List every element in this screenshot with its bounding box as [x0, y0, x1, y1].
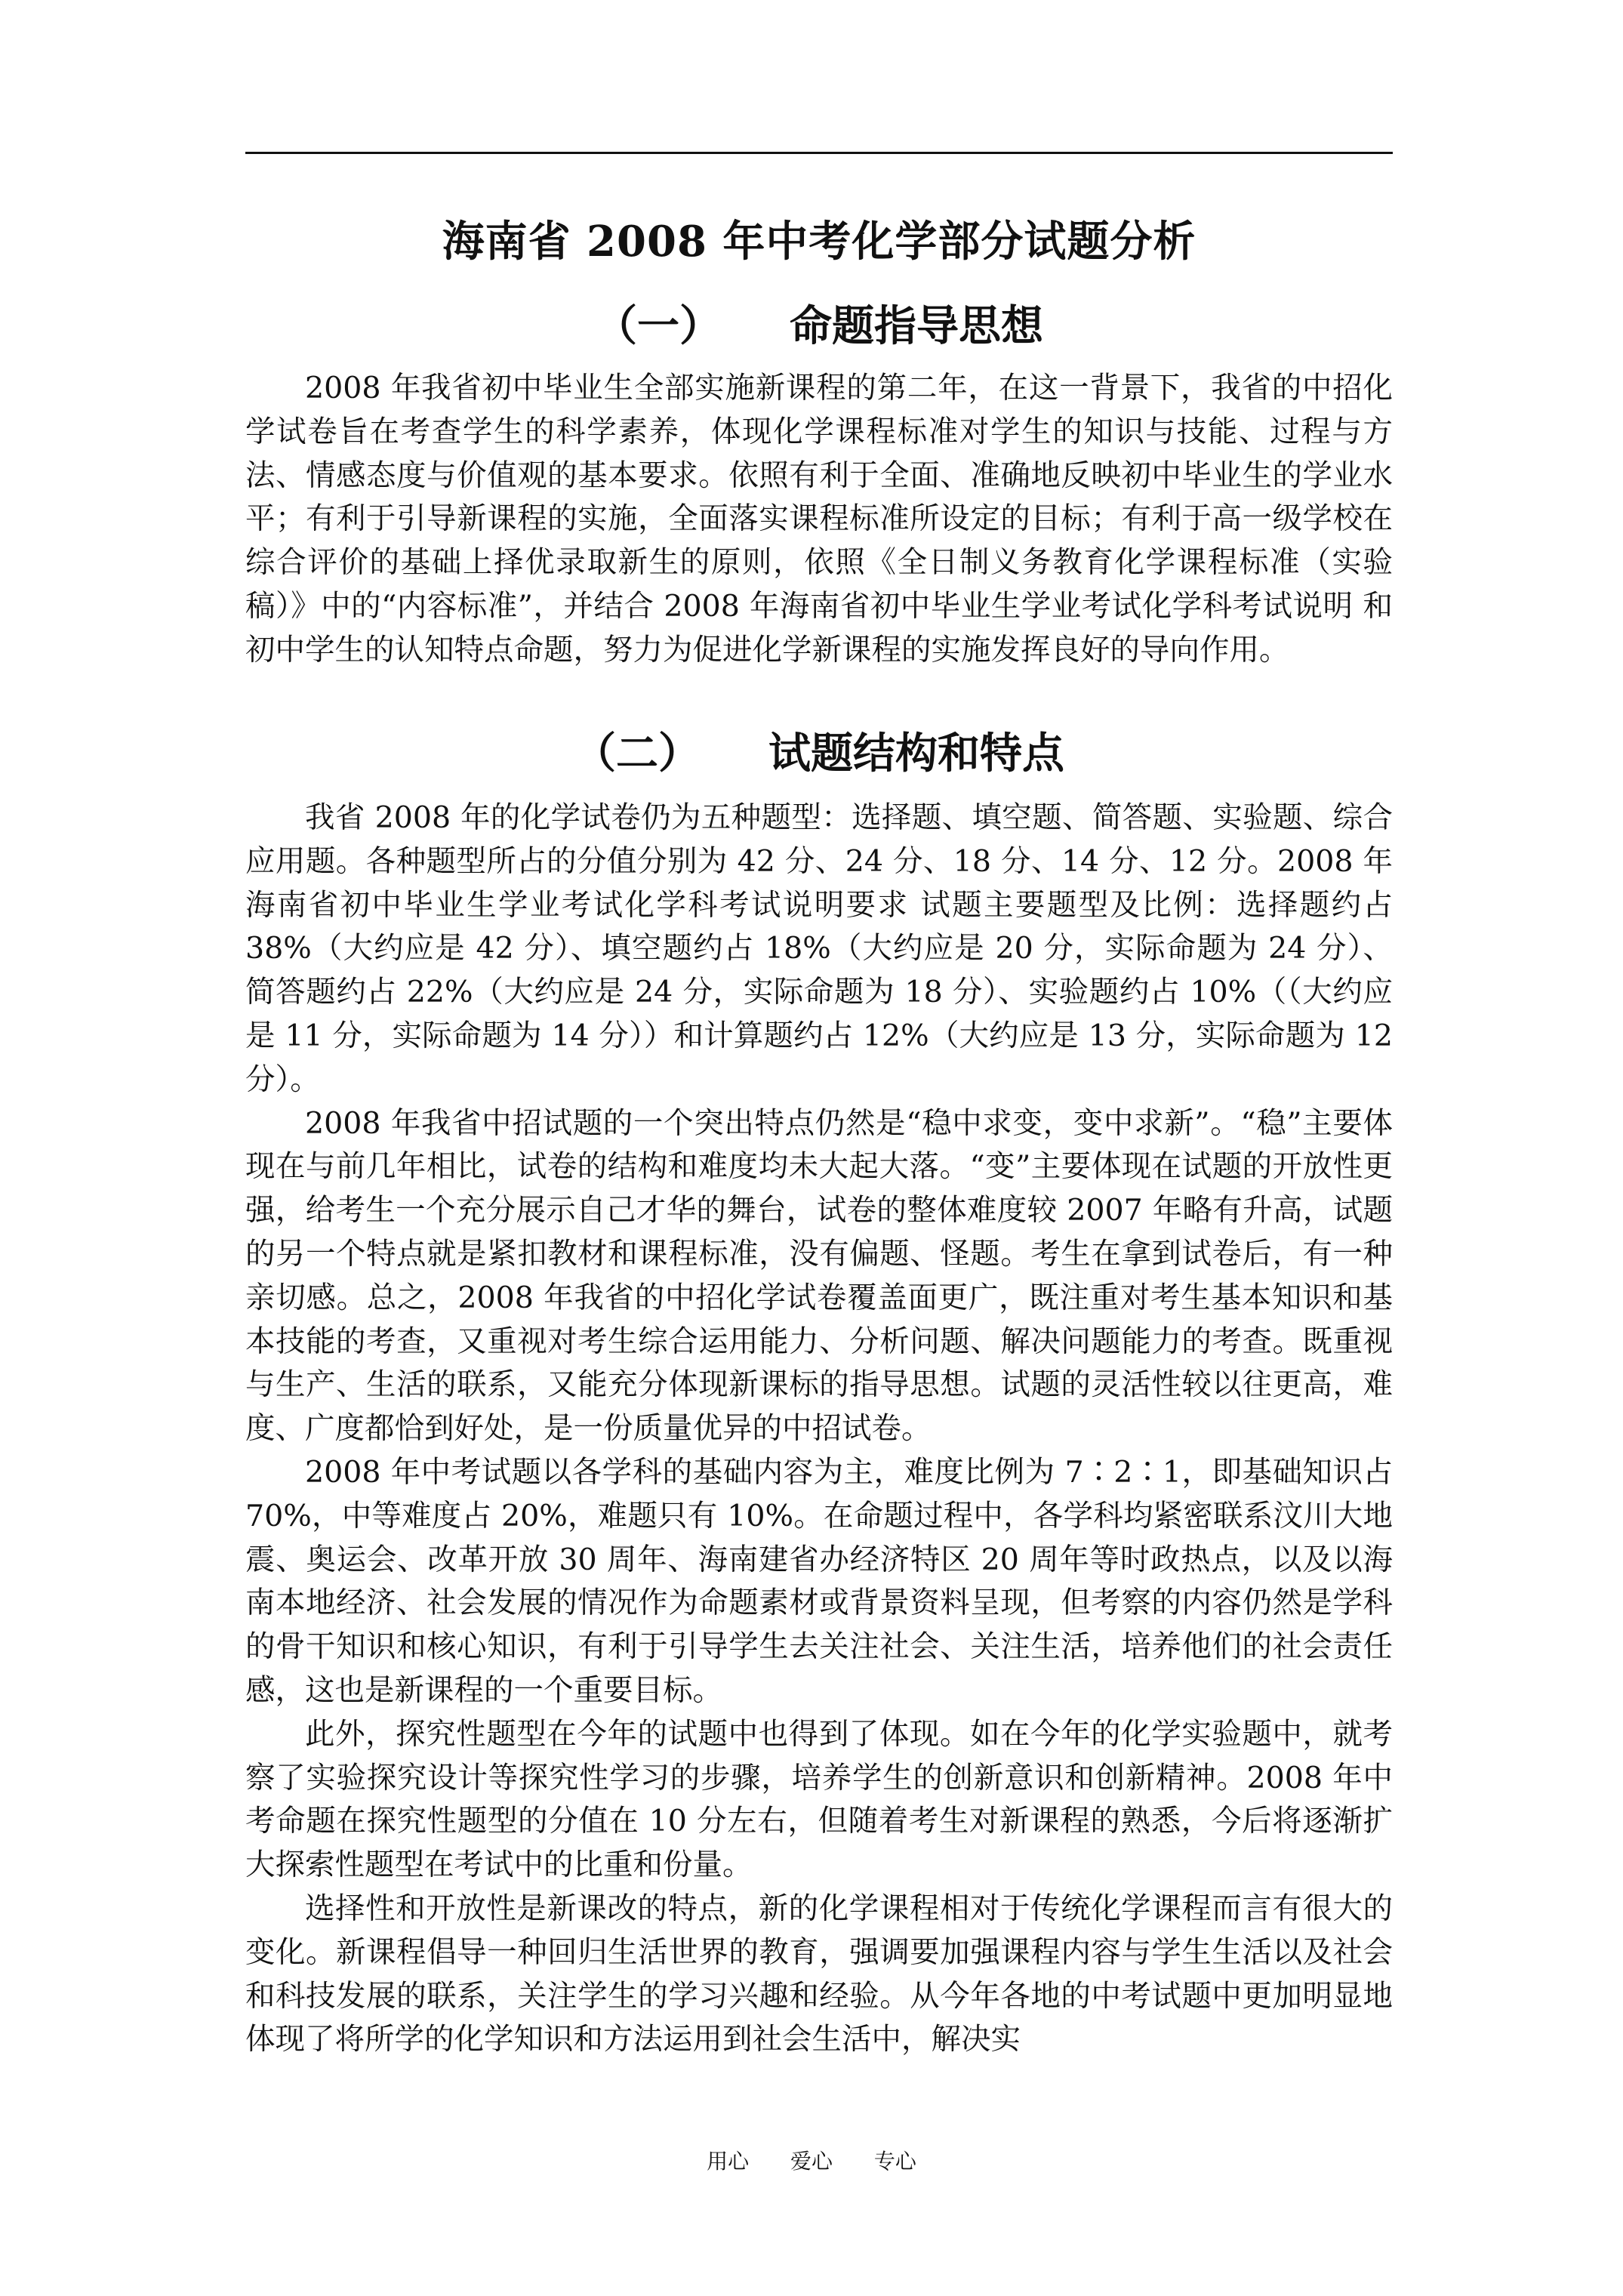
page-footer [0, 2148, 1623, 2175]
document-title: 海南省 2008 年中考化学部分试题分析 [442, 217, 1196, 267]
footer-text: 专心 [873, 2149, 916, 2174]
footer-text: 用心 [707, 2149, 750, 2174]
paragraph: 2008 年我省初中毕业生全部实施新课程的第二年，在这一背景下，我省的中招化学试卷旨在考查学生的科学素养，体现化学课程标准对学生的知识与技能、过程与方法、情感态度与价值观的基本要求。依照有利于全面、准确地反映初中毕业生的学业水平；有利于引导新课程的实施，全面落实课程标准所设定的目标；有利于高一级学校在综合评价的基础上择优录取新生的原则，依照《全日制义务教育化学课程标准（实验稿）》中的“内容标准”，并结合 2008 年海南省初中毕业生学业考试化学科考试说明 和初中学生的认知特点命题，努力为促进化学新课程的实施发挥良好的导向作用。 [245, 371, 1393, 667]
paragraph: 我省 2008 年的化学试卷仍为五种题型：选择题、填空题、简答题、实验题、综合应用题。各种题型所占的分值分别为 42 分、24 分、18 分、14 分、12 分。2008 年海南省初中毕业生学业考试化学科考试说明要求 试题主要题型及比例：选择题约占 38%（大约应是 42 分）、填空题约占 18%（大约应是 20 分，实际命题为 24 分）、简答题约占 22%（大约应是 24 分，实际命题为 18 分）、实验题约占 10%（（大约应是 11 分，实际命题为 14 分））和计算题约占 12%（大约应是 13 分，实际命题为 12 分）。 [245, 800, 1393, 1097]
section-number: （二） [574, 729, 701, 778]
paragraph: 2008 年中考试题以各学科的基础内容为主，难度比例为 7∶2∶1，即基础知识占 70%，中等难度占 20%，难题只有 10%。在命题过程中，各学科均紧密联系汶川大地震、奥运会、改革开放 30 周年、海南建省办经济特区 20 周年等时政热点，以及以海南本地经济、社会发展的情况作为命题素材或背景资料呈现，但考察的内容仍然是学科的骨干知识和核心知识，有利于引导学生去关注社会、关注生活，培养他们的社会责任感，这也是新课程的一个重要目标。 [245, 1454, 1393, 1708]
section-heading-2 [245, 723, 1393, 784]
section-heading-1 [245, 296, 1393, 356]
paragraph: 选择性和开放性是新课改的特点，新的化学课程相对于传统化学课程而言有很大的变化。新课程倡导一种回归生活世界的教育，强调要加强课程内容与学生生活以及社会和科技发展的联系，关注学生的学习兴趣和经验。从今年各地的中考试题中更加明显地体现了将所学的化学知识和方法运用到社会生活中，解决实 [245, 1891, 1393, 2057]
section-title: 命题指导思想 [790, 301, 1043, 351]
section-2-body [245, 797, 1393, 2062]
header-rule [245, 152, 1393, 154]
paragraph: 2008 年我省中招试题的一个突出特点仍然是“稳中求变，变中求新”。“稳”主要体现在与前几年相比，试卷的结构和难度均未大起大落。“变”主要体现在试题的开放性更强，给考生一个充分展示自己才华的舞台，试卷的整体难度较 2007 年略有升高，试题的另一个特点就是紧扣教材和课程标准，没有偏题、怪题。考生在拿到试卷后，有一种亲切感。总之，2008 年我省的中招化学试卷覆盖面更广，既注重对考生基本知识和基本技能的考查，又重视对考生综合运用能力、分析问题、解决问题能力的考查。既重视与生产、生活的联系，又能充分体现新课标的指导思想。试题的灵活性较以往更高，难度、广度都恰到好处，是一份质量优异的中招试卷。 [245, 1105, 1393, 1447]
section-number: （一） [595, 301, 722, 351]
footer-text: 爱心 [790, 2149, 833, 2174]
section-title: 试题结构和特点 [768, 729, 1064, 778]
paragraph: 此外，探究性题型在今年的试题中也得到了体现。如在今年的化学实验题中，就考察了实验探究设计等探究性学习的步骤，培养学生的创新意识和创新精神。2008 年中考命题在探究性题型的分值在 10 分左右，但随着考生对新课程的熟悉，今后将逐渐扩大探索性题型在考试中的比重和份量。 [245, 1716, 1393, 1883]
section-1-body [245, 367, 1393, 673]
